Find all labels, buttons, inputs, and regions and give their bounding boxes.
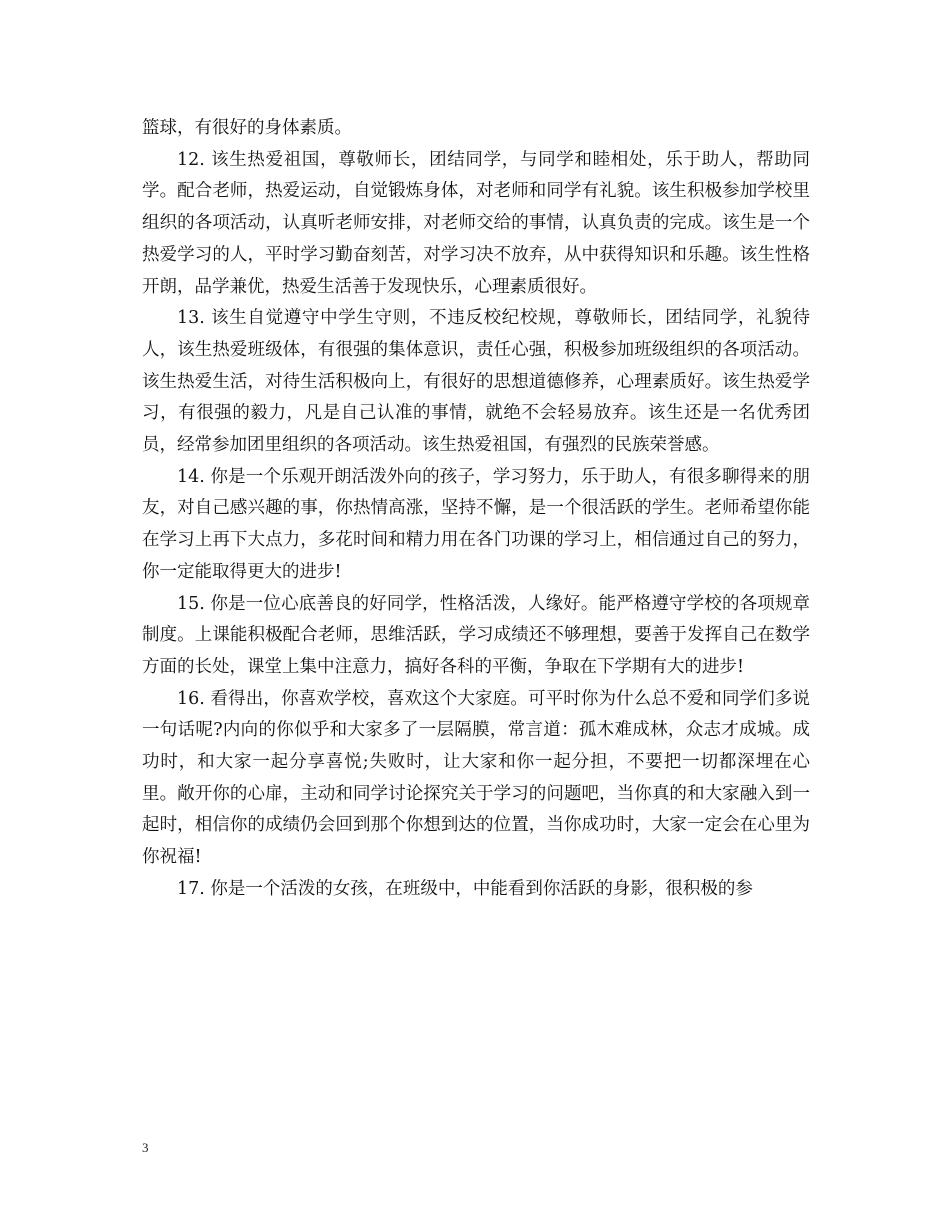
paragraph-item-15: 15. 你是一位心底善良的好同学，性格活泼，人缘好。能严格遵守学校的各项规章制度。上课能积极配合老师，思维活跃，学习成绩还不够理想，要善于发挥自己在数学方面的长处，课堂上集中注意力，搞好各科的平衡，争取在下学期有大的进步! — [142, 593, 810, 677]
paragraph-continuation: 篮球，有很好的身体素质。 — [142, 118, 352, 138]
paragraph-item-13: 13. 该生自觉遵守中学生守则，不违反校纪校规，尊敬师长，团结同学，礼貌待人，该生热爱班级体，有很强的集体意识，责任心强，积极参加班级组织的各项活动。该生热爱生活，对待生活积极向上，有很好的思想道德修养，心理素质好。该生热爱学习，有很强的毅力，凡是自己认准的事情，就绝不会轻易放弃。该生还是一名优秀团员，经常参加团里组织的各项活动。该生热爱祖国，有强烈的民族荣誉感。 — [142, 308, 810, 456]
paragraph-item-14: 14. 你是一个乐观开朗活泼外向的孩子，学习努力，乐于助人，有很多聊得来的朋友，对自己感兴趣的事，你热情高涨，坚持不懈，是一个很活跃的学生。老师希望你能在学习上再下大点力，多花时间和精力用在各门功课的学习上，相信通过自己的努力，你一定能取得更大的进步! — [142, 466, 810, 582]
paragraph-item-16: 16. 看得出，你喜欢学校，喜欢这个大家庭。可平时你为什么总不爱和同学们多说一句话呢?内向的你似乎和大家多了一层隔膜，常言道：孤木难成林，众志才成城。成功时，和大家一起分享喜悦;失败时，让大家和你一起分担，不要把一切都深埋在心里。敞开你的心扉，主动和同学讨论探究关于学习的问题吧，当你真的和大家融入到一起时，相信你的成绩仍会回到那个你想到达的位置，当你成功时，大家一定会在心里为你祝福! — [142, 688, 810, 868]
document-body — [142, 113, 810, 906]
paragraph-item-12: 12. 该生热爱祖国，尊敬师长，团结同学，与同学和睦相处，乐于助人，帮助同学。配合老师，热爱运动，自觉锻炼身体，对老师和同学有礼貌。该生积极参加学校里组织的各项活动，认真听老师安排，对老师交给的事情，认真负责的完成。该生是一个热爱学习的人，平时学习勤奋刻苦，对学习决不放弃，从中获得知识和乐趣。该生性格开朗，品学兼优，热爱生活善于发现快乐，心理素质很好。 — [142, 149, 810, 297]
page-number: 3 — [142, 1140, 149, 1155]
paragraph-item-17: 17. 你是一个活泼的女孩，在班级中，中能看到你活跃的身影，很积极的参 — [177, 878, 753, 899]
